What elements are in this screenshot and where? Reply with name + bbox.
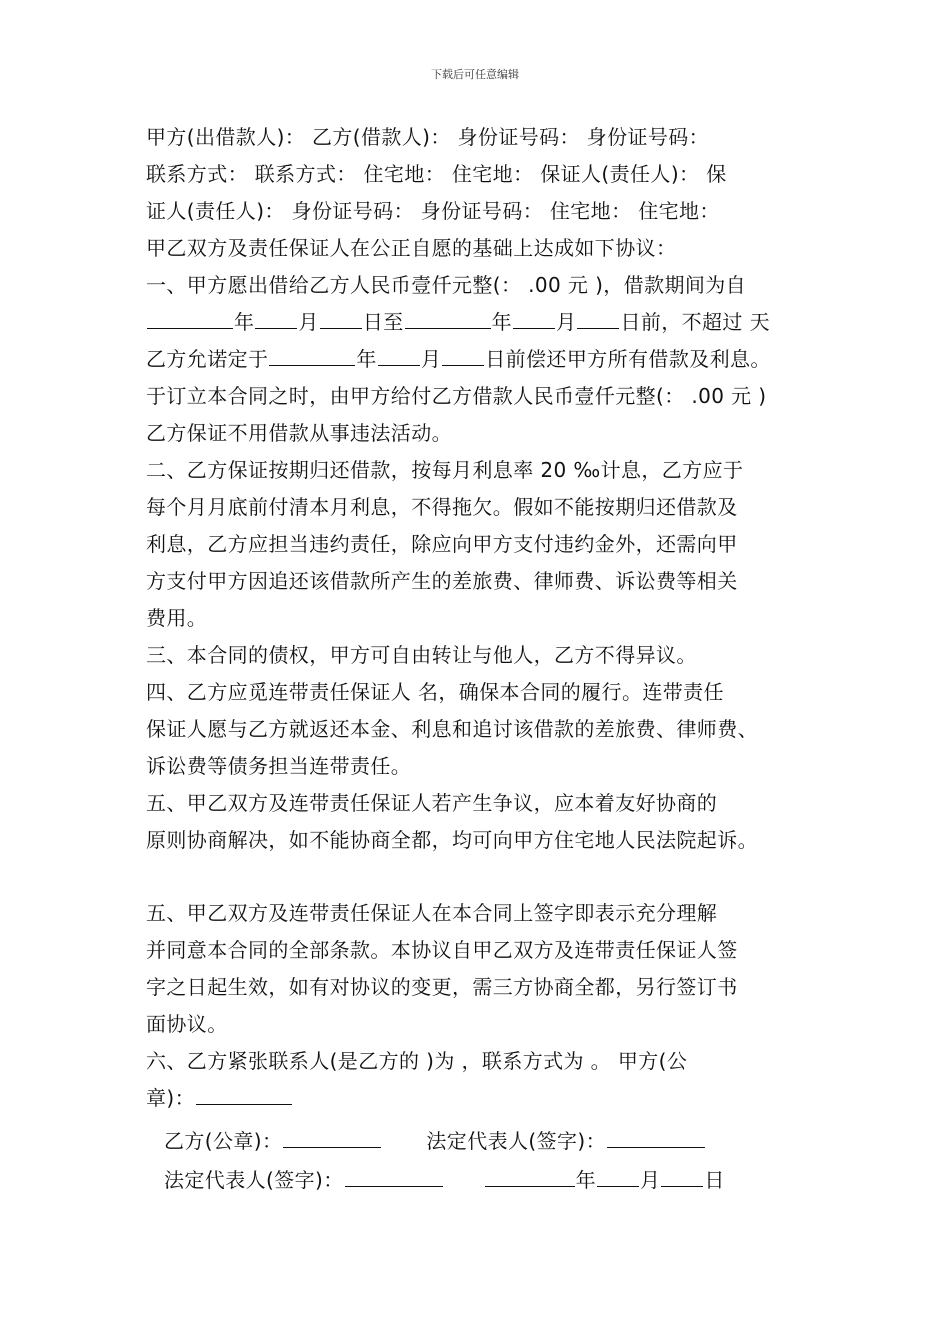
year-label: 年 [234, 310, 255, 334]
legal-rep-blank [607, 1127, 705, 1148]
month-label: 月 [640, 1168, 661, 1192]
clause-2-line: 二、乙方保证按期归还借款，按每月利息率 20 ‰计息，乙方应于 [146, 458, 744, 482]
day-label: 日前，不超过 天 [620, 310, 770, 334]
year-blank [147, 308, 233, 329]
repay-prefix: 乙方允诺定于 [146, 347, 269, 371]
clause-4-line: 保证人愿与乙方就返还本金、利息和追讨该借款的差旅费、律师费、 [146, 717, 758, 741]
clause-3-line: 三、本合同的债权，甲方可自由转让与他人，乙方不得异议。 [146, 643, 697, 667]
party-b-seal-label: 乙方(公章)： [164, 1129, 283, 1153]
party-a-seal-blank [196, 1084, 292, 1105]
sign-day-blank [661, 1166, 703, 1187]
signature-party-a [146, 1080, 826, 1117]
year-label: 年 [575, 1168, 597, 1192]
day-label: 日 [704, 1168, 725, 1192]
signature-legal-rep [146, 1162, 826, 1199]
agreement-intro: 甲乙双方及责任保证人在公正自愿的基础上达成如下协议： [146, 236, 677, 260]
sign-year-blank [485, 1166, 575, 1187]
year-label: 年 [356, 347, 377, 371]
clause-1-repay-line [146, 341, 826, 378]
month-label: 月 [556, 310, 577, 334]
party-info-line-1: 甲方(出借款人)： 乙方(借款人)： 身份证号码： 身份证号码： [146, 125, 710, 149]
clause-6-line: 六、乙方紧张联系人(是乙方的 )为 ，联系方式为 。 甲方(公 [146, 1049, 688, 1073]
clause-4-line: 四、乙方应觅连带责任保证人 名，确保本合同的履行。连带责任 [146, 680, 724, 704]
clause-1-line-1: 一、甲方愿出借给乙方人民币壹仟元整(： .00 元 )，借款期间为自 [146, 273, 747, 297]
month-blank [255, 308, 297, 329]
year-blank [405, 308, 491, 329]
clause-4-line: 诉讼费等债务担当连带责任。 [146, 754, 412, 778]
month-label: 月 [420, 347, 442, 371]
legal-rep-label: 法定代表人(签字)： [164, 1168, 344, 1192]
clause-line: 于订立本合同之时，由甲方给付乙方借款人民币壹仟元整(： .00 元 ) [146, 384, 767, 408]
clause-2-line: 方支付甲方因追还该借款所产生的差旅费、律师费、诉讼费等相关 [146, 569, 738, 593]
month-blank [378, 345, 420, 366]
clause-5-line: 原则协商解决，如不能协商全都，均可向甲方住宅地人民法院起诉。 [146, 828, 758, 852]
clause-2-line: 每个月月底前付清本月利息，不得拖欠。假如不能按期归还借款及 [146, 495, 738, 519]
month-label: 月 [298, 310, 319, 334]
paragraph-gap [146, 859, 826, 895]
day-blank [577, 308, 619, 329]
legal-rep-label: 法定代表人(签字)： [426, 1129, 607, 1153]
sign-month-blank [597, 1166, 639, 1187]
party-info-line-3: 证人(责任人)： 身份证号码： 身份证号码： 住宅地： 住宅地： [146, 199, 720, 223]
day-blank [442, 345, 484, 366]
day-label: 日前偿还甲方所有借款及利息。 [485, 347, 771, 371]
clause-2-line: 利息，乙方应担当违约责任，除应向甲方支付违约金外，还需向甲 [146, 532, 738, 556]
clause-5-line: 五、甲乙双方及连带责任保证人若产生争议，应本着友好协商的 [146, 791, 718, 815]
clause-1-date-line [146, 304, 826, 341]
year-label: 年 [491, 310, 513, 334]
month-blank [513, 308, 555, 329]
clause-line: 乙方保证不用借款从事违法活动。 [146, 421, 452, 445]
day-blank [320, 308, 362, 329]
party-a-seal-label: 章)： [146, 1086, 196, 1110]
party-b-seal-blank [283, 1127, 381, 1148]
page-header: 下载后可任意编辑 [431, 68, 519, 81]
clause-2-line: 费用。 [146, 606, 208, 630]
year-blank [269, 345, 355, 366]
signature-party-b [146, 1123, 826, 1160]
party-info-line-2: 联系方式： 联系方式： 住宅地： 住宅地： 保证人(责任人)： 保 [146, 162, 727, 186]
contract-body [146, 119, 826, 1199]
clause-5b-line: 并同意本合同的全部条款。本协议自甲乙双方及连带责任保证人签 [146, 938, 738, 962]
clause-5b-line: 字之日起生效，如有对协议的变更，需三方协商全都，另行签订书 [146, 975, 738, 999]
legal-rep-blank [345, 1166, 443, 1187]
day-to-label: 日至 [362, 310, 404, 334]
clause-5b-line: 五、甲乙双方及连带责任保证人在本合同上签字即表示充分理解 [146, 901, 718, 925]
clause-5b-line: 面协议。 [146, 1012, 228, 1036]
